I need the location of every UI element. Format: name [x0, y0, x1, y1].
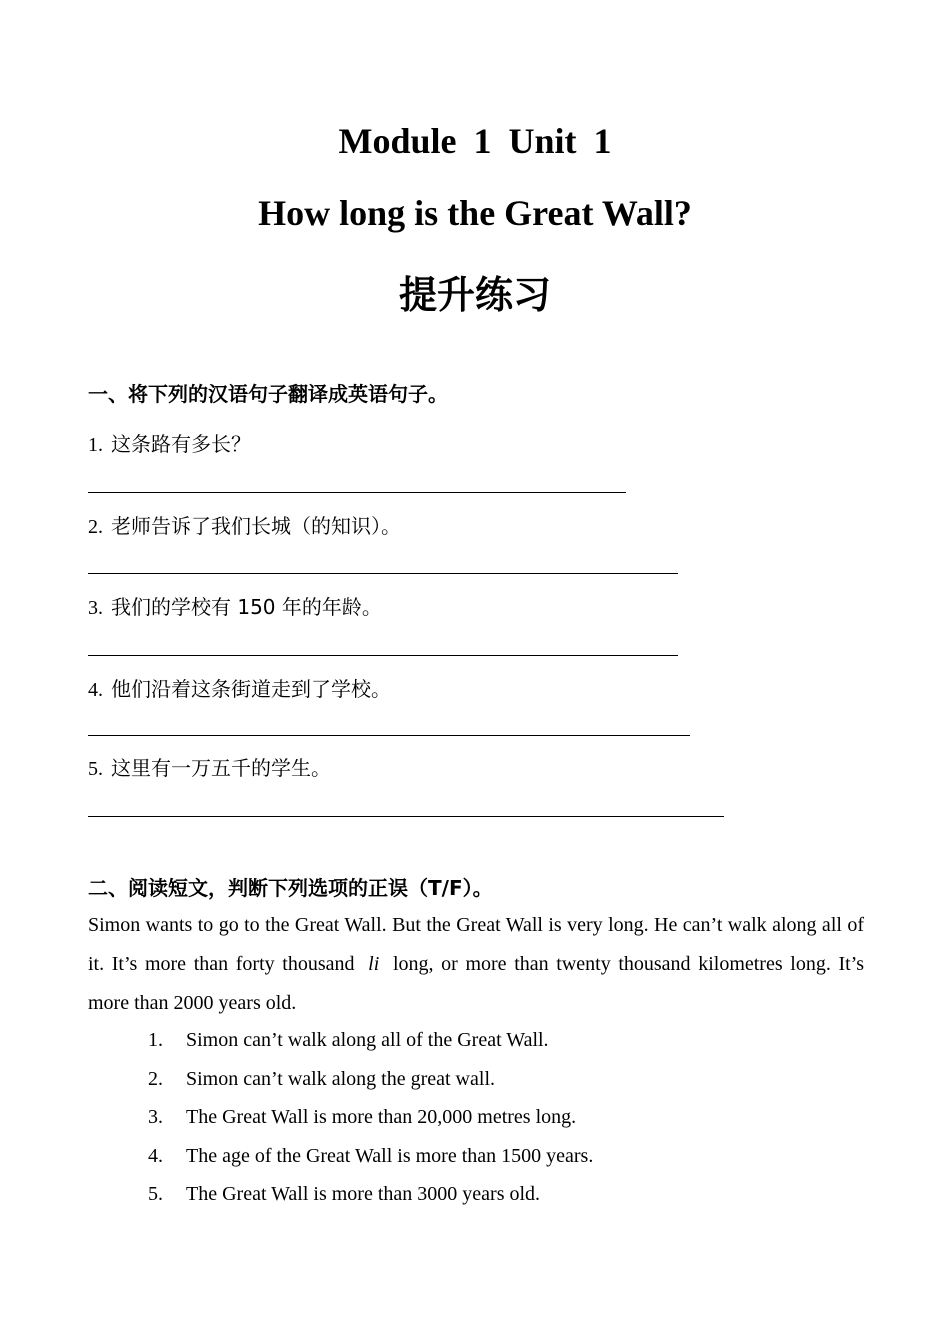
list-item	[148, 1060, 593, 1099]
passage-li-term: li	[368, 953, 380, 975]
list-item	[148, 1137, 593, 1176]
list-item	[148, 1021, 593, 1060]
item-text: The Great Wall is more than 3000 years old.	[186, 1183, 541, 1206]
question-number: 1.	[88, 434, 103, 456]
reading-passage	[88, 906, 864, 1023]
item-number: 5.	[148, 1183, 163, 1206]
true-false-list	[148, 1021, 593, 1214]
question-number: 5.	[88, 758, 103, 780]
question-4	[88, 673, 391, 702]
question-1	[88, 428, 251, 457]
answer-line-5[interactable]	[88, 816, 724, 817]
question-text: 他们沿着这条街道走到了学校。	[111, 677, 391, 701]
question-number: 3.	[88, 597, 103, 619]
answer-line-3[interactable]	[88, 655, 678, 656]
passage-text: Simon wants to go to the Great Wall. But the Great Wall is very long. He can’t walk along all of it. It’s more than forty thousand	[88, 914, 864, 975]
item-number: 1.	[148, 1029, 163, 1051]
item-number: 3.	[148, 1106, 163, 1129]
section2-heading: 二、阅读短文，判断下列选项的正误（T/F）。	[88, 876, 493, 900]
item-text: Simon can’t walk along all of the Great Wall.	[186, 1029, 549, 1051]
question-number: 2.	[88, 516, 103, 538]
question-text: 老师告诉了我们长城（的知识）。	[111, 514, 401, 538]
question-text: 这条路有多长？	[111, 432, 251, 456]
question-number: 4.	[88, 679, 103, 701]
answer-line-4[interactable]	[88, 735, 690, 736]
answer-line-2[interactable]	[88, 573, 678, 574]
item-text: The Great Wall is more than 20,000 metres long.	[186, 1106, 577, 1129]
question-text: 这里有一万五千的学生。	[111, 756, 331, 780]
question-text: 我们的学校有 150 年的年龄。	[111, 595, 382, 619]
exercise-title: 提升练习	[398, 273, 551, 317]
module-title: Module 1 Unit 1	[338, 121, 612, 161]
section1-heading: 一、将下列的汉语句子翻译成英语句子。	[88, 382, 448, 406]
item-number: 2.	[148, 1067, 163, 1090]
answer-line-1[interactable]	[88, 492, 626, 493]
item-text: The age of the Great Wall is more than 1500 years.	[186, 1144, 594, 1167]
item-text: Simon can’t walk along the great wall.	[186, 1067, 495, 1090]
item-number: 4.	[148, 1144, 163, 1167]
lesson-title: How long is the Great Wall?	[258, 193, 692, 233]
list-item	[148, 1175, 593, 1214]
passage-text: long, or more than twenty thousand kilometres long. It’s more than 2000 years old.	[88, 953, 865, 1014]
question-5	[88, 752, 331, 781]
question-3	[88, 591, 382, 620]
list-item	[148, 1098, 593, 1137]
question-2	[88, 510, 401, 539]
